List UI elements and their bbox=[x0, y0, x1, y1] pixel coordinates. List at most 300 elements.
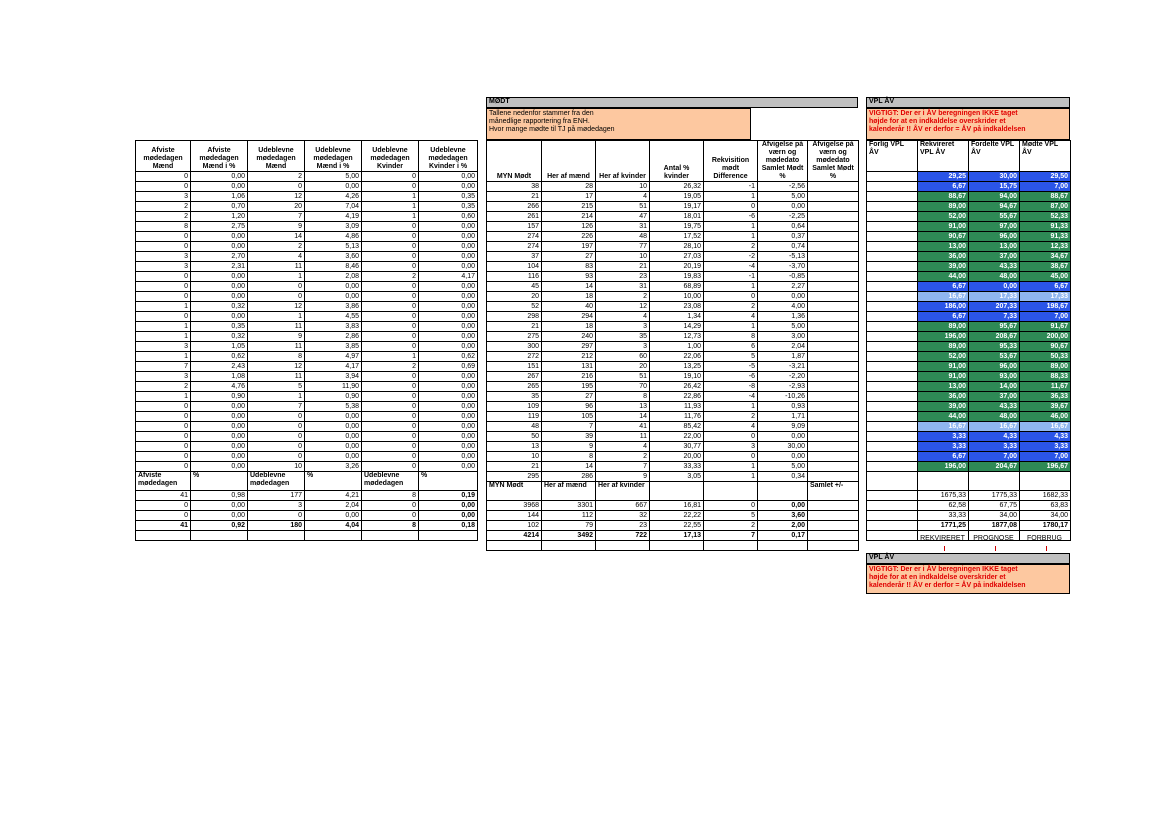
table-cell bbox=[808, 312, 859, 322]
summary-cell: 0 bbox=[248, 511, 305, 521]
table-cell: -8 bbox=[704, 382, 758, 392]
table-cell: 29,50 bbox=[1020, 172, 1071, 182]
table-cell: 0,00 bbox=[419, 242, 478, 252]
table-cell: 0,00 bbox=[191, 422, 248, 432]
table-row bbox=[487, 252, 859, 262]
table-cell bbox=[808, 292, 859, 302]
summary-header: Her af kvinder bbox=[596, 482, 650, 501]
table-cell bbox=[808, 252, 859, 262]
column-header: Rekvireret VPL ÅV bbox=[918, 141, 969, 172]
table-cell: 27 bbox=[542, 252, 596, 262]
table-cell bbox=[808, 202, 859, 212]
table-cell: 240 bbox=[542, 332, 596, 342]
summary-cell bbox=[808, 511, 859, 521]
table-row bbox=[487, 462, 859, 472]
table-cell: 1,20 bbox=[191, 212, 248, 222]
summary-header: Udeblevne mødedagen bbox=[248, 472, 305, 491]
table-cell: 20,19 bbox=[650, 262, 704, 272]
table-cell bbox=[867, 222, 918, 232]
table-cell: -3,21 bbox=[758, 362, 808, 372]
table-cell: 7 bbox=[542, 422, 596, 432]
table-cell: 267 bbox=[487, 372, 542, 382]
table-row bbox=[136, 312, 478, 322]
table-cell: 208,67 bbox=[969, 332, 1020, 342]
table-cell: 19,10 bbox=[650, 372, 704, 382]
table-cell: 196,00 bbox=[918, 332, 969, 342]
footer-label-rekvireret: REKVIRERET bbox=[920, 535, 965, 542]
table-cell: 12,33 bbox=[1020, 242, 1071, 252]
table-cell: 1 bbox=[362, 202, 419, 212]
summary-header-row bbox=[136, 472, 478, 491]
table-cell: 93,00 bbox=[969, 372, 1020, 382]
table-cell: 88,67 bbox=[1020, 192, 1071, 202]
attendance-table bbox=[486, 140, 859, 551]
summary-header-row bbox=[487, 482, 859, 501]
table-cell: 0,00 bbox=[191, 412, 248, 422]
table-cell: 1,36 bbox=[758, 312, 808, 322]
table-cell: 3,60 bbox=[305, 252, 362, 262]
table-row bbox=[867, 462, 1071, 472]
table-cell: 3,09 bbox=[305, 222, 362, 232]
table-cell: 0 bbox=[136, 402, 191, 412]
table-cell: 275 bbox=[487, 332, 542, 342]
summary-cell: 5 bbox=[704, 511, 758, 521]
summary-cell: 62,58 bbox=[918, 501, 969, 511]
table-cell: 119 bbox=[487, 412, 542, 422]
table-cell bbox=[867, 312, 918, 322]
summary-cell: 0 bbox=[136, 511, 191, 521]
table-cell: 13,25 bbox=[650, 362, 704, 372]
summary-header bbox=[704, 482, 758, 501]
table-cell: 7,00 bbox=[969, 452, 1020, 462]
table-cell: 116 bbox=[487, 272, 542, 282]
table-cell bbox=[808, 232, 859, 242]
table-cell: 14,29 bbox=[650, 322, 704, 332]
table-cell: 2,86 bbox=[305, 332, 362, 342]
table-cell: 7 bbox=[248, 212, 305, 222]
table-cell: 8 bbox=[704, 332, 758, 342]
table-cell: 37 bbox=[487, 252, 542, 262]
table-cell: 40 bbox=[542, 302, 596, 312]
table-cell: 0 bbox=[136, 182, 191, 192]
table-cell: 0 bbox=[362, 332, 419, 342]
table-row bbox=[867, 442, 1071, 452]
vpl-table bbox=[866, 140, 1071, 541]
summary-cell: 177 bbox=[248, 491, 305, 501]
table-cell: 195 bbox=[542, 382, 596, 392]
table-cell: 91,67 bbox=[1020, 322, 1071, 332]
table-cell bbox=[808, 442, 859, 452]
table-cell: 3 bbox=[136, 372, 191, 382]
table-cell: 0 bbox=[136, 292, 191, 302]
summary-cell: 0,00 bbox=[191, 511, 248, 521]
table-cell: 0,00 bbox=[419, 252, 478, 262]
table-cell bbox=[867, 252, 918, 262]
table-cell: 13 bbox=[487, 442, 542, 452]
table-row bbox=[867, 422, 1071, 432]
table-cell: 91,00 bbox=[918, 222, 969, 232]
column-header: Afvigelse på værn og mødedato Samlet Mødt % bbox=[758, 141, 808, 182]
table-cell: 1 bbox=[362, 352, 419, 362]
table-row bbox=[867, 392, 1071, 402]
summary-row bbox=[487, 511, 859, 521]
empty-cell bbox=[867, 531, 918, 541]
middle-title: MØDT bbox=[486, 97, 858, 108]
table-cell: 198,67 bbox=[1020, 302, 1071, 312]
table-row bbox=[136, 172, 478, 182]
table-cell bbox=[867, 202, 918, 212]
table-cell: 27,03 bbox=[650, 252, 704, 262]
table-row bbox=[867, 192, 1071, 202]
table-cell: 91,33 bbox=[1020, 222, 1071, 232]
table-cell: 97,00 bbox=[969, 222, 1020, 232]
table-cell bbox=[867, 172, 918, 182]
table-cell: 274 bbox=[487, 242, 542, 252]
table-cell: 0,00 bbox=[419, 432, 478, 442]
table-row bbox=[487, 282, 859, 292]
empty-cell bbox=[596, 541, 650, 551]
table-cell: 0,64 bbox=[758, 222, 808, 232]
table-cell: 28 bbox=[542, 182, 596, 192]
summary-cell: 180 bbox=[248, 521, 305, 531]
table-cell: 95,67 bbox=[969, 322, 1020, 332]
table-cell: 19,17 bbox=[650, 202, 704, 212]
table-cell: 51 bbox=[596, 372, 650, 382]
table-cell: 3,85 bbox=[305, 342, 362, 352]
table-cell: 104 bbox=[487, 262, 542, 272]
table-cell: 5,00 bbox=[758, 192, 808, 202]
summary-cell: 3,60 bbox=[758, 511, 808, 521]
table-cell: 16,67 bbox=[918, 292, 969, 302]
table-cell: 17,52 bbox=[650, 232, 704, 242]
table-cell: 30,77 bbox=[650, 442, 704, 452]
summary-cell: 1675,33 bbox=[918, 491, 969, 501]
summary-cell: 144 bbox=[487, 511, 542, 521]
column-header: Forlig VPL ÅV bbox=[867, 141, 918, 172]
table-row bbox=[867, 332, 1071, 342]
table-cell: 197 bbox=[542, 242, 596, 252]
table-cell bbox=[808, 352, 859, 362]
table-cell: 2 bbox=[704, 302, 758, 312]
table-cell: 16,67 bbox=[969, 422, 1020, 432]
table-cell: 83 bbox=[542, 262, 596, 272]
table-cell: 36,00 bbox=[918, 392, 969, 402]
table-cell: 26,32 bbox=[650, 182, 704, 192]
summary-header bbox=[867, 472, 918, 491]
table-cell: 12 bbox=[596, 302, 650, 312]
summary-cell: 1780,17 bbox=[1020, 521, 1071, 531]
table-cell: 89,00 bbox=[918, 342, 969, 352]
column-header: Her af mænd bbox=[542, 141, 596, 182]
table-row bbox=[487, 342, 859, 352]
table-cell bbox=[808, 322, 859, 332]
table-cell bbox=[867, 212, 918, 222]
table-cell: 0 bbox=[362, 372, 419, 382]
table-cell: 1,87 bbox=[758, 352, 808, 362]
table-cell: 3,94 bbox=[305, 372, 362, 382]
table-cell bbox=[867, 412, 918, 422]
table-cell: -4 bbox=[704, 262, 758, 272]
table-cell: 0 bbox=[136, 452, 191, 462]
table-cell: -5 bbox=[704, 362, 758, 372]
table-cell: 94,00 bbox=[969, 192, 1020, 202]
table-cell bbox=[867, 442, 918, 452]
table-cell: 19,83 bbox=[650, 272, 704, 282]
table-cell: 2,75 bbox=[191, 222, 248, 232]
table-cell: 0 bbox=[248, 452, 305, 462]
column-header: Udeblevne mødedagen Kvinder i % bbox=[419, 141, 478, 172]
table-cell: 0,00 bbox=[419, 282, 478, 292]
table-cell: 60 bbox=[596, 352, 650, 362]
table-cell: 4,76 bbox=[191, 382, 248, 392]
table-cell: 3,33 bbox=[1020, 442, 1071, 452]
summary-cell: 22,22 bbox=[650, 511, 704, 521]
table-cell: -0,85 bbox=[758, 272, 808, 282]
table-cell: 10 bbox=[487, 452, 542, 462]
summary-header bbox=[1020, 472, 1071, 491]
bottom-warning-line: højde for at en indkaldelse overskrider et bbox=[869, 574, 1006, 581]
table-row bbox=[867, 262, 1071, 272]
table-cell: 17 bbox=[542, 192, 596, 202]
table-cell: 0 bbox=[362, 412, 419, 422]
table-row bbox=[867, 452, 1071, 462]
table-row bbox=[867, 412, 1071, 422]
summary-cell: 8 bbox=[362, 521, 419, 531]
table-cell: 6,67 bbox=[918, 182, 969, 192]
table-cell: 48,00 bbox=[969, 412, 1020, 422]
middle-note-line: Tallene nedenfor stammer fra den bbox=[489, 110, 594, 117]
table-row bbox=[136, 332, 478, 342]
table-row bbox=[487, 352, 859, 362]
table-cell: 11 bbox=[596, 432, 650, 442]
column-header: Fordelte VPL ÅV bbox=[969, 141, 1020, 172]
bottom-warning bbox=[866, 564, 1070, 594]
table-cell: 0,90 bbox=[191, 392, 248, 402]
summary-header: % bbox=[191, 472, 248, 491]
table-cell: 274 bbox=[487, 232, 542, 242]
summary-header: MYN Mødt bbox=[487, 482, 542, 501]
table-cell: -5,13 bbox=[758, 252, 808, 262]
table-row bbox=[487, 382, 859, 392]
table-cell: 0,00 bbox=[419, 312, 478, 322]
table-cell: 0,00 bbox=[191, 312, 248, 322]
table-cell: 1 bbox=[248, 392, 305, 402]
table-cell: 41 bbox=[596, 422, 650, 432]
summary-row bbox=[136, 501, 478, 511]
table-cell: 5 bbox=[704, 352, 758, 362]
table-cell: 7 bbox=[596, 462, 650, 472]
table-cell: 2 bbox=[248, 242, 305, 252]
right-warning-line: VIGTIGT: Der er i ÅV beregningen IKKE taget bbox=[869, 110, 1018, 117]
summary-cell bbox=[867, 491, 918, 501]
table-cell: 5,00 bbox=[305, 172, 362, 182]
table-cell: -2,93 bbox=[758, 382, 808, 392]
table-row bbox=[487, 192, 859, 202]
table-cell: 11 bbox=[248, 342, 305, 352]
table-cell: 4 bbox=[248, 252, 305, 262]
table-row bbox=[487, 182, 859, 192]
summary-cell: 0,00 bbox=[305, 511, 362, 521]
table-cell: 196,67 bbox=[1020, 462, 1071, 472]
table-cell bbox=[808, 302, 859, 312]
table-row bbox=[136, 182, 478, 192]
table-cell: 0 bbox=[362, 262, 419, 272]
table-cell: 0 bbox=[136, 432, 191, 442]
table-cell: 0,35 bbox=[419, 202, 478, 212]
bottom-warning-line: kalenderår !! ÅV er derfor = ÅV på indkaldelsen bbox=[869, 582, 1026, 589]
table-cell: -2,20 bbox=[758, 372, 808, 382]
table-cell: 0,00 bbox=[305, 422, 362, 432]
table-cell: 0 bbox=[362, 342, 419, 352]
table-cell: 11 bbox=[248, 322, 305, 332]
table-cell: 8,46 bbox=[305, 262, 362, 272]
rejections-table bbox=[135, 140, 478, 541]
summary-cell: 3492 bbox=[542, 531, 596, 541]
table-cell: 91,00 bbox=[918, 372, 969, 382]
table-cell: 10 bbox=[596, 182, 650, 192]
table-cell: 0 bbox=[248, 432, 305, 442]
bottom-warning-line: VIGTIGT: Der er i ÅV beregningen IKKE taget bbox=[869, 566, 1018, 573]
table-cell: 7,04 bbox=[305, 202, 362, 212]
summary-cell: 2,04 bbox=[305, 501, 362, 511]
table-cell: 3 bbox=[704, 442, 758, 452]
summary-cell: 67,75 bbox=[969, 501, 1020, 511]
table-cell: 204,67 bbox=[969, 462, 1020, 472]
table-cell: 16,67 bbox=[918, 422, 969, 432]
summary-header: % bbox=[305, 472, 362, 491]
table-cell: 7,33 bbox=[969, 312, 1020, 322]
table-cell: 14,00 bbox=[969, 382, 1020, 392]
column-header: Mødte VPL ÅV bbox=[1020, 141, 1071, 172]
table-cell: 0,00 bbox=[419, 412, 478, 422]
table-cell: 4,55 bbox=[305, 312, 362, 322]
table-row bbox=[867, 322, 1071, 332]
table-cell bbox=[808, 422, 859, 432]
table-cell: 47 bbox=[596, 212, 650, 222]
table-cell: 27 bbox=[542, 392, 596, 402]
empty-cell bbox=[758, 541, 808, 551]
table-cell: 21 bbox=[596, 262, 650, 272]
table-row bbox=[487, 372, 859, 382]
table-cell: 10 bbox=[248, 462, 305, 472]
summary-cell: 0,98 bbox=[191, 491, 248, 501]
table-row bbox=[867, 232, 1071, 242]
summary-cell: 34,00 bbox=[1020, 511, 1071, 521]
table-cell: 52,00 bbox=[918, 212, 969, 222]
table-cell bbox=[808, 392, 859, 402]
table-cell: 88,33 bbox=[1020, 372, 1071, 382]
table-cell: 0,00 bbox=[419, 452, 478, 462]
table-row bbox=[136, 452, 478, 462]
table-row bbox=[136, 462, 478, 472]
column-header: Antal % kvinder bbox=[650, 141, 704, 182]
table-cell: 8 bbox=[136, 222, 191, 232]
table-cell: 35 bbox=[487, 392, 542, 402]
table-cell: 0,00 bbox=[305, 442, 362, 452]
table-row bbox=[487, 272, 859, 282]
table-cell: 37,00 bbox=[969, 252, 1020, 262]
table-cell: 0 bbox=[136, 172, 191, 182]
column-header: Udeblevne mødedagen Mænd bbox=[248, 141, 305, 172]
table-cell: 5,00 bbox=[758, 462, 808, 472]
summary-cell: 63,83 bbox=[1020, 501, 1071, 511]
summary-cell: 1877,08 bbox=[969, 521, 1020, 531]
table-cell: 0,00 bbox=[191, 272, 248, 282]
table-cell bbox=[867, 182, 918, 192]
table-cell: 0 bbox=[362, 282, 419, 292]
summary-cell: 17,13 bbox=[650, 531, 704, 541]
table-cell bbox=[808, 432, 859, 442]
table-cell: 216 bbox=[542, 372, 596, 382]
table-cell: 1 bbox=[704, 322, 758, 332]
table-cell: 22,06 bbox=[650, 352, 704, 362]
table-cell: 89,00 bbox=[1020, 362, 1071, 372]
table-cell: 51 bbox=[596, 202, 650, 212]
table-cell: 36,00 bbox=[918, 252, 969, 262]
table-cell: 5,13 bbox=[305, 242, 362, 252]
table-cell: 4 bbox=[704, 422, 758, 432]
summary-cell: 79 bbox=[542, 521, 596, 531]
table-cell: 0,00 bbox=[419, 232, 478, 242]
summary-cell: 41 bbox=[136, 491, 191, 501]
table-cell: 13,00 bbox=[969, 242, 1020, 252]
table-cell: 212 bbox=[542, 352, 596, 362]
table-cell: 13,00 bbox=[918, 242, 969, 252]
table-cell: 298 bbox=[487, 312, 542, 322]
summary-cell: 22,55 bbox=[650, 521, 704, 531]
table-cell: 3 bbox=[596, 322, 650, 332]
table-cell: 90,67 bbox=[1020, 342, 1071, 352]
table-cell: 0 bbox=[362, 432, 419, 442]
table-cell: 0,00 bbox=[191, 442, 248, 452]
table-cell: 0 bbox=[704, 432, 758, 442]
table-cell: 157 bbox=[487, 222, 542, 232]
table-cell: 2 bbox=[136, 202, 191, 212]
table-cell: 9,09 bbox=[758, 422, 808, 432]
table-cell: 2,31 bbox=[191, 262, 248, 272]
table-cell: 21 bbox=[487, 322, 542, 332]
table-cell: 2 bbox=[136, 382, 191, 392]
empty-cell bbox=[305, 531, 362, 541]
table-cell bbox=[867, 232, 918, 242]
table-cell: 200,00 bbox=[1020, 332, 1071, 342]
table-cell: 52,33 bbox=[1020, 212, 1071, 222]
table-cell: 0,00 bbox=[305, 412, 362, 422]
table-cell bbox=[808, 362, 859, 372]
table-row bbox=[867, 242, 1071, 252]
table-cell: 10,00 bbox=[650, 292, 704, 302]
table-cell: 11 bbox=[248, 262, 305, 272]
table-cell: 4 bbox=[596, 192, 650, 202]
column-header: Afviste mødedagen Mænd i % bbox=[191, 141, 248, 172]
table-cell: 0,00 bbox=[758, 292, 808, 302]
table-cell: 26,42 bbox=[650, 382, 704, 392]
table-cell: 2 bbox=[596, 292, 650, 302]
table-cell: 18,01 bbox=[650, 212, 704, 222]
table-cell: -6 bbox=[704, 212, 758, 222]
footer-label-forbrug: FORBRUG bbox=[1027, 535, 1062, 542]
table-cell: 3 bbox=[136, 192, 191, 202]
table-cell: 0,00 bbox=[419, 372, 478, 382]
table-cell: 10 bbox=[596, 252, 650, 262]
table-cell: 55,67 bbox=[969, 212, 1020, 222]
table-cell: 19,75 bbox=[650, 222, 704, 232]
table-cell: 0,00 bbox=[969, 282, 1020, 292]
summary-row bbox=[487, 501, 859, 511]
table-cell bbox=[808, 372, 859, 382]
table-cell: 91,00 bbox=[918, 362, 969, 372]
column-header: MYN Mødt bbox=[487, 141, 542, 182]
